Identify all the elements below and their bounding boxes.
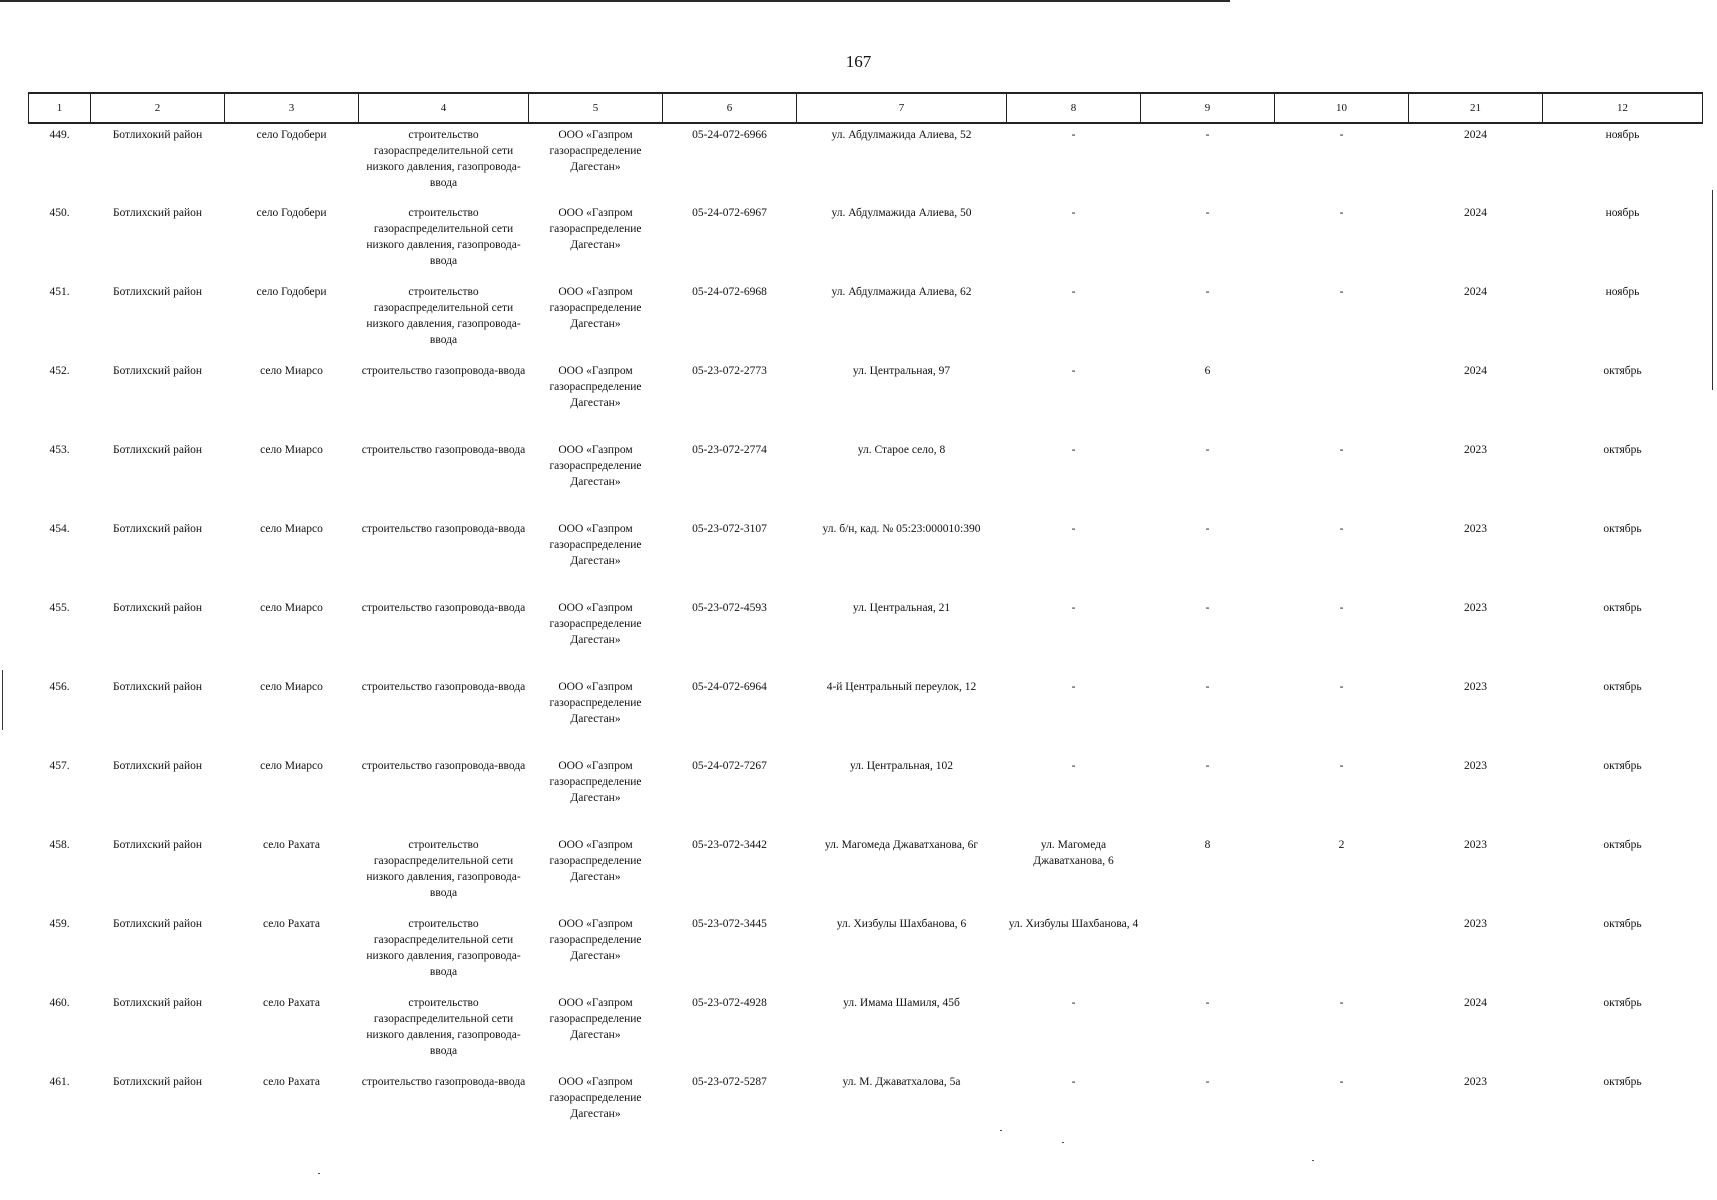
column-8-cell: ул. Хизбулы Шахбанова, 4	[1008, 918, 1139, 930]
district-cell: Ботлихский район	[112, 839, 203, 851]
month-cell: октябрь	[1603, 760, 1642, 772]
row-number: 453.	[49, 444, 70, 456]
district-cell: Ботлихский район	[112, 523, 203, 535]
month-cell: октябрь	[1603, 365, 1642, 377]
column-header: 21	[1409, 93, 1543, 123]
operator-cell: ООО «Газпром газораспределение Дагестан»	[549, 365, 642, 409]
locality-cell: село Рахата	[263, 997, 320, 1009]
object-code-cell: 05-24-072-7267	[692, 760, 767, 772]
locality-cell: село Рахата	[263, 918, 320, 930]
work-type-cell: строительство газораспределительной сети низкого давления, газопровода-ввода	[366, 918, 521, 978]
column-header: 12	[1543, 93, 1703, 123]
month-cell: ноябрь	[1605, 286, 1640, 298]
row-number: 458.	[49, 839, 70, 851]
column-10-cell: -	[1339, 760, 1344, 772]
locality-cell: село Миарсо	[260, 602, 323, 614]
table-row	[29, 755, 1703, 834]
district-cell: Ботлихский район	[112, 918, 203, 930]
column-8-cell: -	[1071, 286, 1076, 298]
object-code-cell: 05-23-072-3445	[692, 918, 767, 930]
work-type-cell: строительство газопровода-ввода	[361, 365, 526, 377]
locality-cell: село Рахата	[263, 1076, 320, 1088]
locality-cell: село Миарсо	[260, 444, 323, 456]
column-10-cell: -	[1339, 681, 1344, 693]
column-9-cell: -	[1205, 1076, 1210, 1088]
operator-cell: ООО «Газпром газораспределение Дагестан»	[549, 997, 642, 1041]
row-number: 455.	[49, 602, 70, 614]
scan-speck	[1062, 1142, 1064, 1143]
work-type-cell: строительство газопровода-ввода	[361, 523, 526, 535]
column-9-cell: -	[1205, 602, 1210, 614]
table-row	[29, 518, 1703, 597]
column-8-cell: -	[1071, 365, 1076, 377]
address-cell: ул. Центральная, 102	[850, 760, 953, 772]
work-type-cell: строительство газораспределительной сети низкого давления, газопровода-ввода	[366, 129, 521, 189]
table-row	[29, 123, 1703, 202]
column-header: 6	[663, 93, 797, 123]
month-cell: октябрь	[1603, 918, 1642, 930]
column-8-cell: -	[1071, 681, 1076, 693]
table-row	[29, 1071, 1703, 1150]
operator-cell: ООО «Газпром газораспределение Дагестан»	[549, 760, 642, 804]
column-9-cell: -	[1205, 997, 1210, 1009]
address-cell: ул. Имама Шамиля, 45б	[843, 997, 960, 1009]
object-code-cell: 05-23-072-3442	[692, 839, 767, 851]
district-cell: Ботлихский район	[112, 365, 203, 377]
column-9-cell: 6	[1204, 365, 1211, 377]
row-number: 459.	[49, 918, 70, 930]
work-type-cell: строительство газопровода-ввода	[361, 681, 526, 693]
object-code-cell: 05-24-072-6967	[692, 207, 767, 219]
column-8-cell: -	[1071, 760, 1076, 772]
column-9-cell: -	[1205, 129, 1210, 141]
table-row	[29, 992, 1703, 1071]
locality-cell: село Миарсо	[260, 681, 323, 693]
district-cell: Ботлихский район	[112, 681, 203, 693]
month-cell: октябрь	[1603, 839, 1642, 851]
row-number: 450.	[49, 207, 70, 219]
address-cell: 4-й Центральный переулок, 12	[826, 681, 977, 693]
year-cell: 2024	[1464, 129, 1487, 141]
column-8-cell: -	[1071, 602, 1076, 614]
work-type-cell: строительство газораспределительной сети низкого давления, газопровода-ввода	[366, 286, 521, 346]
column-10-cell	[1275, 913, 1409, 992]
column-10-cell: -	[1339, 523, 1344, 535]
work-type-cell: строительство газопровода-ввода	[361, 1076, 526, 1088]
row-number: 457.	[49, 760, 70, 772]
table-row	[29, 913, 1703, 992]
scan-speck	[1312, 1160, 1314, 1161]
table-row	[29, 676, 1703, 755]
table-row	[29, 202, 1703, 281]
column-header: 4	[359, 93, 529, 123]
row-number: 461.	[49, 1076, 70, 1088]
row-number: 452.	[49, 365, 70, 377]
year-cell: 2023	[1464, 1076, 1487, 1088]
address-cell: ул. б/н, кад. № 05:23:000010:390	[822, 523, 981, 535]
month-cell: октябрь	[1603, 681, 1642, 693]
column-header: 2	[91, 93, 225, 123]
object-code-cell: 05-24-072-6968	[692, 286, 767, 298]
column-8-cell: -	[1071, 1076, 1076, 1088]
operator-cell: ООО «Газпром газораспределение Дагестан»	[549, 286, 642, 330]
year-cell: 2024	[1464, 997, 1487, 1009]
object-code-cell: 05-23-072-4593	[692, 602, 767, 614]
operator-cell: ООО «Газпром газораспределение Дагестан»	[549, 523, 642, 567]
address-cell: ул. Старое село, 8	[857, 444, 946, 456]
district-cell: Ботлихский район	[112, 444, 203, 456]
locality-cell: село Годобери	[256, 207, 327, 219]
district-cell: Ботлихский район	[112, 760, 203, 772]
column-8-cell: -	[1071, 207, 1076, 219]
month-cell: ноябрь	[1605, 207, 1640, 219]
year-cell: 2023	[1464, 760, 1487, 772]
row-number: 454.	[49, 523, 70, 535]
year-cell: 2024	[1464, 286, 1487, 298]
address-cell: ул. Хизбулы Шахбанова, 6	[836, 918, 967, 930]
column-header: 1	[29, 93, 91, 123]
table-body	[29, 123, 1703, 1150]
scan-top-edge-line	[0, 0, 1230, 2]
table-row	[29, 597, 1703, 676]
column-header: 10	[1275, 93, 1409, 123]
page-number: 167	[845, 52, 872, 71]
locality-cell: село Годобери	[256, 286, 327, 298]
row-number: 456.	[49, 681, 70, 693]
row-number: 460.	[49, 997, 70, 1009]
object-code-cell: 05-23-072-4928	[692, 997, 767, 1009]
district-cell: Ботлихский район	[112, 997, 203, 1009]
address-cell: ул. Абдулмажида Алиева, 62	[831, 286, 972, 298]
work-type-cell: строительство газопровода-ввода	[361, 444, 526, 456]
operator-cell: ООО «Газпром газораспределение Дагестан»	[549, 1076, 642, 1120]
column-9-cell: -	[1205, 286, 1210, 298]
district-cell: Ботлихокий район	[112, 129, 203, 141]
address-cell: ул. Магомеда Джаватханова, 6г	[824, 839, 979, 851]
year-cell: 2023	[1464, 602, 1487, 614]
month-cell: октябрь	[1603, 1076, 1642, 1088]
scan-speck	[1000, 1130, 1002, 1131]
work-type-cell: строительство газопровода-ввода	[361, 760, 526, 772]
operator-cell: ООО «Газпром газораспределение Дагестан»	[549, 918, 642, 962]
object-code-cell: 05-23-072-2773	[692, 365, 767, 377]
year-cell: 2023	[1464, 918, 1487, 930]
address-cell: ул. М. Джаватхалова, 5а	[842, 1076, 961, 1088]
operator-cell: ООО «Газпром газораспределение Дагестан»	[549, 602, 642, 646]
table-row	[29, 834, 1703, 913]
row-number: 451.	[49, 286, 70, 298]
column-9-cell: -	[1205, 681, 1210, 693]
column-8-cell: -	[1071, 523, 1076, 535]
month-cell: ноябрь	[1605, 129, 1640, 141]
object-code-cell: 05-24-072-6966	[692, 129, 767, 141]
column-9-cell: 8	[1204, 839, 1211, 851]
operator-cell: ООО «Газпром газораспределение Дагестан»	[549, 129, 642, 173]
locality-cell: село Годобери	[256, 129, 327, 141]
column-9-cell: -	[1205, 523, 1210, 535]
operator-cell: ООО «Газпром газораспределение Дагестан»	[549, 681, 642, 725]
district-cell: Ботлихский район	[112, 207, 203, 219]
work-type-cell: строительство газораспределительной сети низкого давления, газопровода-ввода	[366, 207, 521, 267]
operator-cell: ООО «Газпром газораспределение Дагестан»	[549, 444, 642, 488]
column-10-cell: -	[1339, 129, 1344, 141]
column-10-cell: -	[1339, 997, 1344, 1009]
locality-cell: село Миарсо	[260, 365, 323, 377]
column-9-cell: -	[1205, 444, 1210, 456]
scan-edge-mark	[2, 670, 3, 730]
locality-cell: село Миарсо	[260, 760, 323, 772]
register-table	[28, 92, 1703, 1150]
year-cell: 2024	[1464, 365, 1487, 377]
operator-cell: ООО «Газпром газораспределение Дагестан»	[549, 207, 642, 251]
work-type-cell: строительство газопровода-ввода	[361, 602, 526, 614]
address-cell: ул. Центральная, 21	[852, 602, 951, 614]
district-cell: Ботлихский район	[112, 1076, 203, 1088]
object-code-cell: 05-23-072-5287	[692, 1076, 767, 1088]
column-8-cell: -	[1071, 997, 1076, 1009]
locality-cell: село Миарсо	[260, 523, 323, 535]
column-8-cell: -	[1071, 444, 1076, 456]
operator-cell: ООО «Газпром газораспределение Дагестан»	[549, 839, 642, 883]
column-8-cell: ул. Магомеда Джаватханова, 6	[1033, 839, 1114, 867]
address-cell: ул. Абдулмажида Алиева, 52	[831, 129, 972, 141]
column-header: 5	[529, 93, 663, 123]
scan-edge-mark	[1712, 190, 1713, 390]
column-header: 9	[1141, 93, 1275, 123]
object-code-cell: 05-23-072-2774	[692, 444, 767, 456]
month-cell: октябрь	[1603, 602, 1642, 614]
address-cell: ул. Абдулмажида Алиева, 50	[831, 207, 972, 219]
column-10-cell: -	[1339, 286, 1344, 298]
year-cell: 2023	[1464, 523, 1487, 535]
table-row	[29, 281, 1703, 360]
column-header: 3	[225, 93, 359, 123]
column-10-cell: 2	[1338, 839, 1345, 851]
object-code-cell: 05-23-072-3107	[692, 523, 767, 535]
district-cell: Ботлихский район	[112, 602, 203, 614]
column-header: 7	[797, 93, 1007, 123]
month-cell: октябрь	[1603, 523, 1642, 535]
column-10-cell	[1275, 360, 1409, 439]
table-row	[29, 439, 1703, 518]
year-cell: 2023	[1464, 444, 1487, 456]
work-type-cell: строительство газораспределительной сети низкого давления, газопровода-ввода	[366, 997, 521, 1057]
column-9-cell	[1141, 913, 1275, 992]
column-9-cell: -	[1205, 207, 1210, 219]
scan-speck	[318, 1173, 320, 1174]
column-8-cell: -	[1071, 129, 1076, 141]
column-10-cell: -	[1339, 602, 1344, 614]
column-9-cell: -	[1205, 760, 1210, 772]
table-header	[29, 93, 1703, 123]
column-header: 8	[1007, 93, 1141, 123]
column-10-cell: -	[1339, 1076, 1344, 1088]
column-10-cell: -	[1339, 444, 1344, 456]
locality-cell: село Рахата	[263, 839, 320, 851]
month-cell: октябрь	[1603, 997, 1642, 1009]
month-cell: октябрь	[1603, 444, 1642, 456]
address-cell: ул. Центральная, 97	[852, 365, 951, 377]
year-cell: 2023	[1464, 839, 1487, 851]
column-10-cell: -	[1339, 207, 1344, 219]
year-cell: 2023	[1464, 681, 1487, 693]
year-cell: 2024	[1464, 207, 1487, 219]
object-code-cell: 05-24-072-6964	[692, 681, 767, 693]
district-cell: Ботлихский район	[112, 286, 203, 298]
row-number: 449.	[49, 129, 70, 141]
table-row	[29, 360, 1703, 439]
header-row	[29, 93, 1703, 123]
work-type-cell: строительство газораспределительной сети низкого давления, газопровода-ввода	[366, 839, 521, 899]
